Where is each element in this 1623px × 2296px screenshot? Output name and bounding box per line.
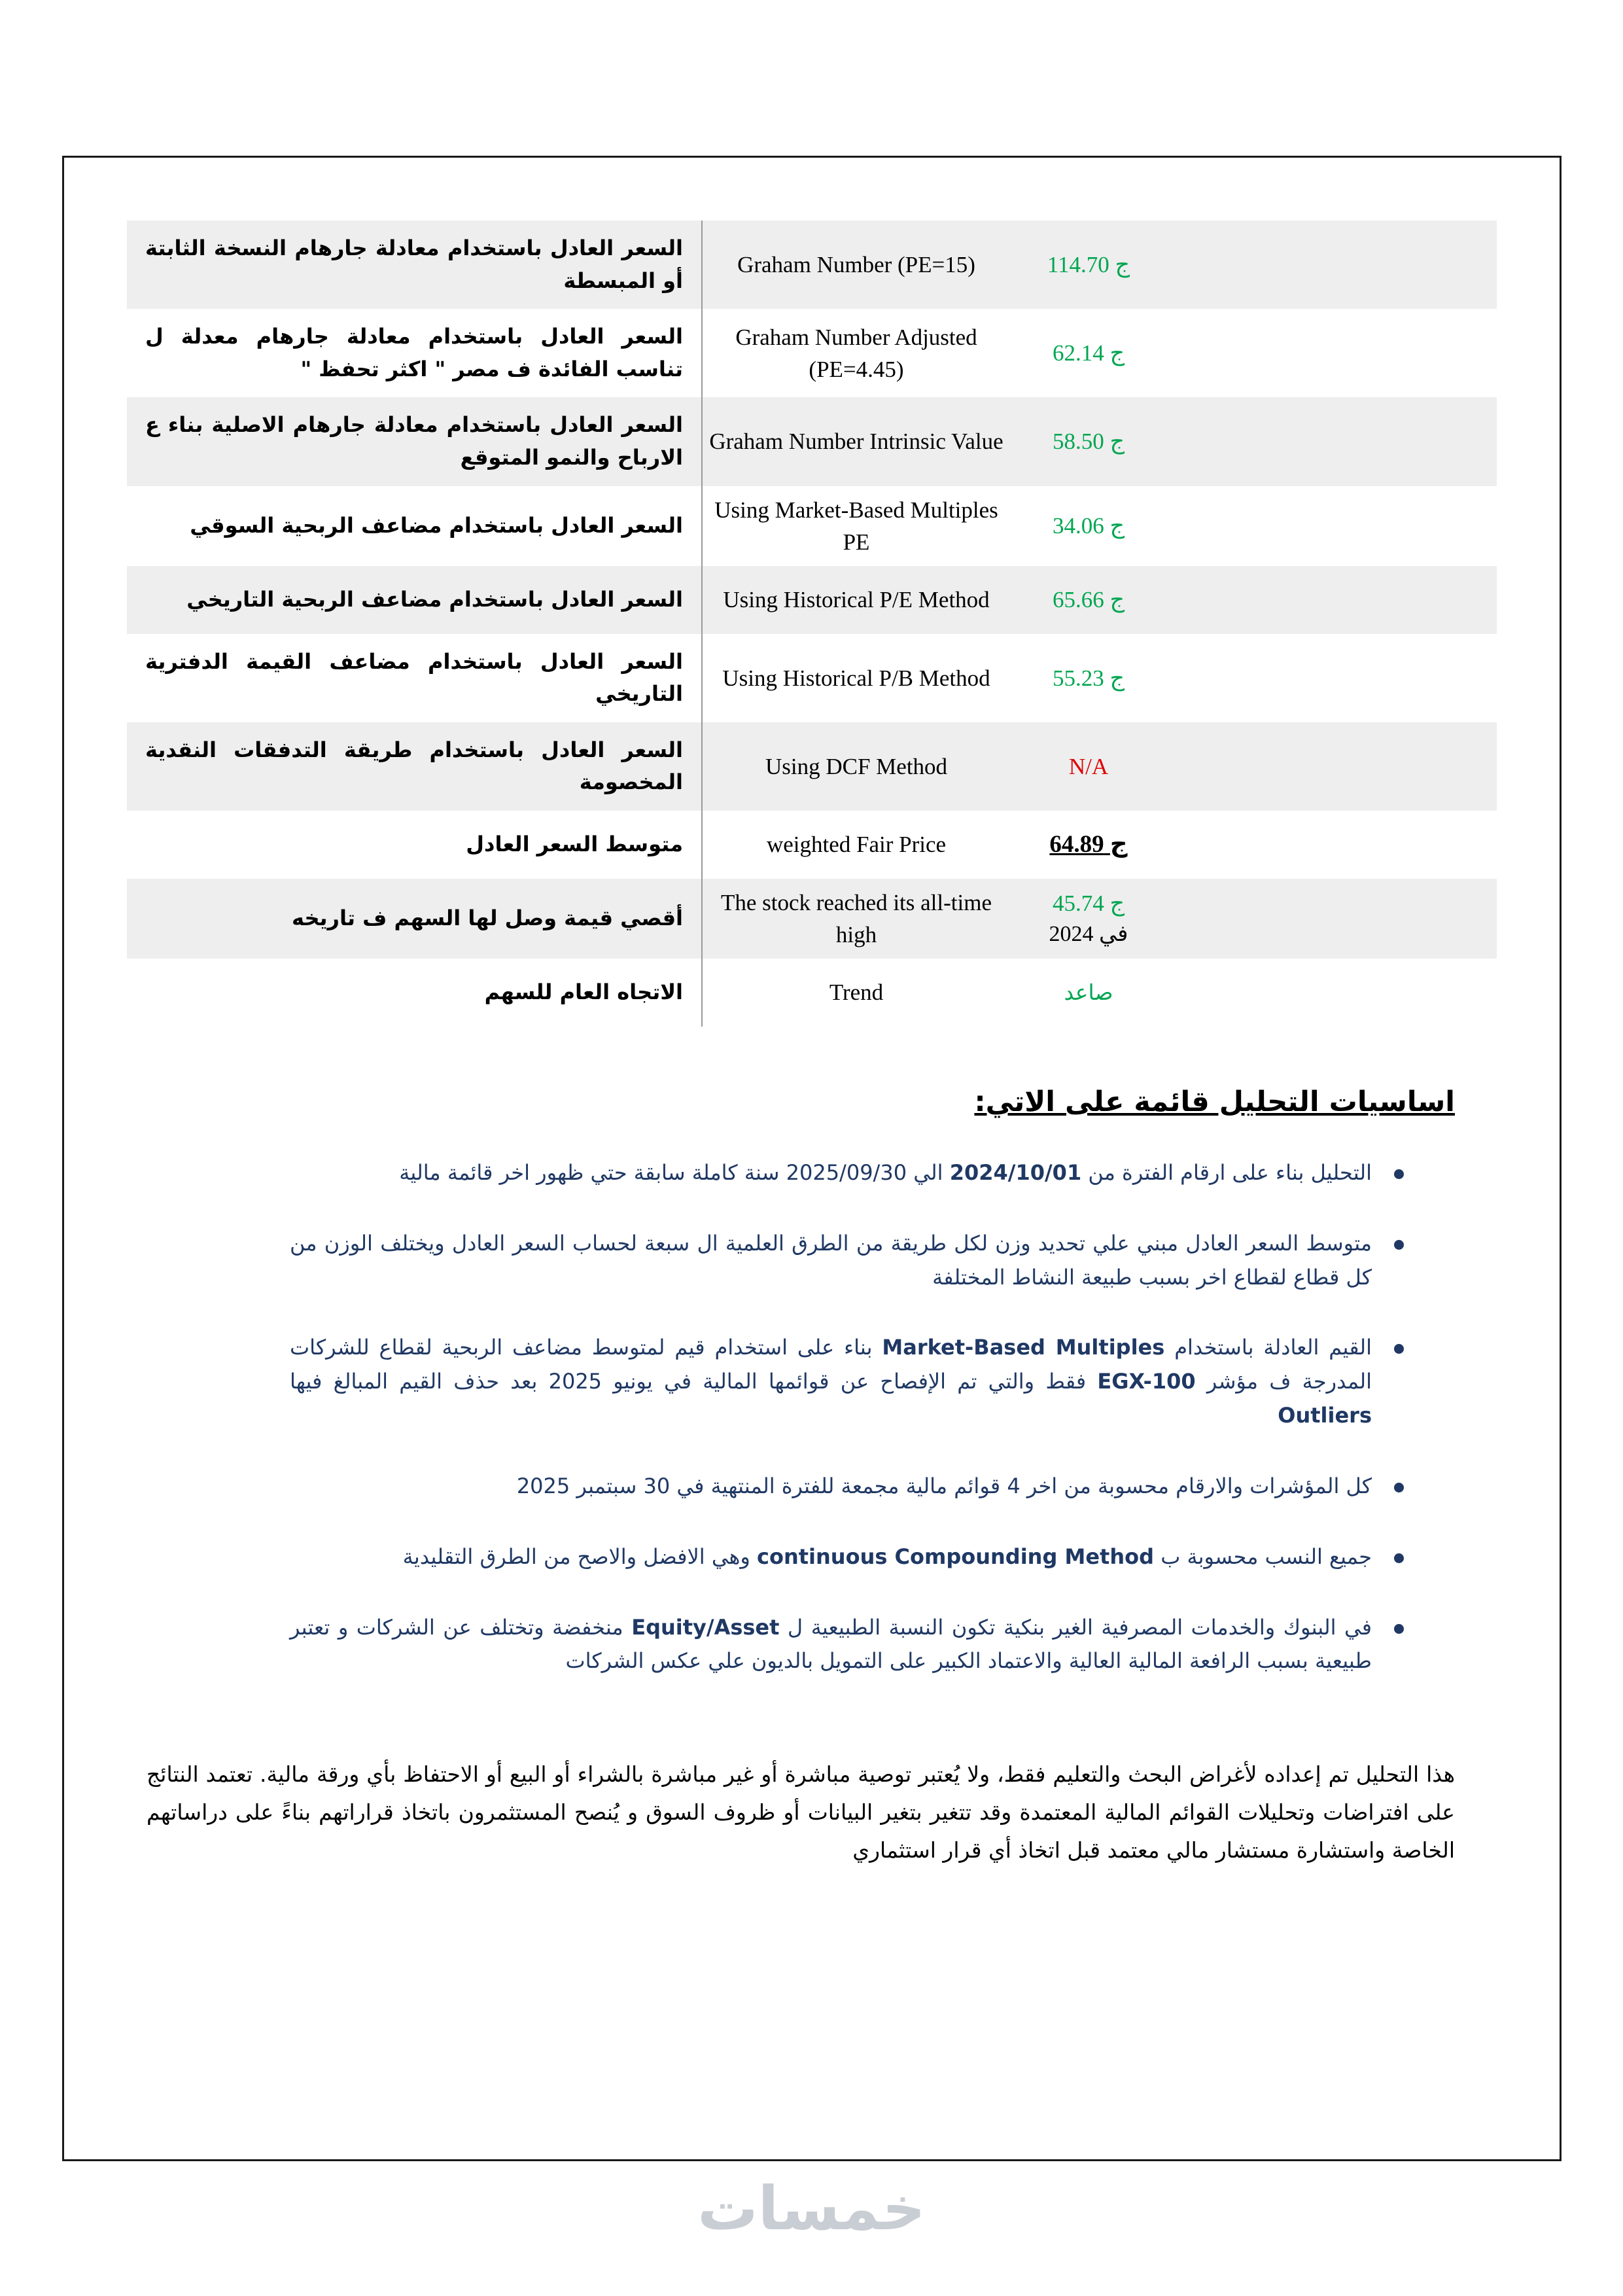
text-segment-bold: Outliers xyxy=(1278,1403,1372,1428)
method-label-english-cell xyxy=(703,959,1010,1027)
method-label-arabic-cell xyxy=(127,566,703,634)
method-label-arabic: متوسط السعر العادل xyxy=(466,832,683,857)
not-available-value: N/A xyxy=(1068,753,1109,779)
analysis-note-text xyxy=(290,1540,1372,1574)
text-segment-bold: Equity/Asset xyxy=(631,1614,780,1640)
currency-symbol: ج xyxy=(1115,251,1130,277)
spacer-cell xyxy=(1167,879,1497,959)
page-frame xyxy=(62,156,1562,2161)
method-label-english-cell xyxy=(703,879,1010,959)
analysis-note xyxy=(290,1331,1404,1432)
all-time-high-value xyxy=(1053,891,1125,916)
bullet-icon xyxy=(1394,1553,1404,1563)
text-segment: التحليل بناء على ارقام الفترة من xyxy=(1081,1159,1372,1185)
method-label-english: Using DCF Method xyxy=(765,753,948,779)
currency-symbol: ج xyxy=(1109,512,1125,539)
text-segment: جميع النسب محسوبة ب xyxy=(1154,1544,1372,1569)
method-label-arabic-cell xyxy=(127,221,703,309)
method-label-english: Graham Number Intrinsic Value xyxy=(709,429,1003,455)
method-label-english: Using Historical P/B Method xyxy=(722,665,990,691)
method-label-arabic-cell xyxy=(127,397,703,486)
text-segment-bold: continuous Compounding Method xyxy=(757,1544,1155,1569)
method-label-arabic: السعر العادل باستخدام مضاعف الربحية التاريخي xyxy=(186,586,683,612)
bullet-icon xyxy=(1394,1624,1404,1634)
analysis-note-text xyxy=(290,1156,1372,1190)
bullet-icon xyxy=(1394,1240,1404,1250)
text-segment: كل المؤشرات والارقام محسوبة من اخر 4 قوائم مالية مجمعة للفترة المنتهية في 30 سبتمبر 2025 xyxy=(516,1473,1372,1498)
table-row xyxy=(127,722,1497,811)
text-segment-bold: Market-Based Multiples xyxy=(882,1335,1165,1360)
method-label-english-cell xyxy=(703,486,1010,566)
method-label-english: Graham Number Adjusted (PE=4.45) xyxy=(735,324,977,382)
method-label-arabic: السعر العادل باستخدام مضاعف الربحية السوقي xyxy=(190,512,683,538)
currency-symbol: ج xyxy=(1109,665,1125,691)
table-row xyxy=(127,879,1497,959)
analysis-note xyxy=(290,1156,1404,1190)
bullet-icon xyxy=(1394,1169,1404,1179)
text-segment-bold: EGX-100 xyxy=(1097,1369,1196,1394)
method-label-english-cell xyxy=(703,221,1010,309)
text-segment: القيم العادلة باستخدام xyxy=(1164,1335,1372,1360)
spacer-cell xyxy=(1167,221,1497,309)
fair-value-cell xyxy=(1010,722,1167,811)
text-segment-bold: 2024/10/01 xyxy=(949,1159,1082,1185)
analysis-note xyxy=(290,1540,1404,1574)
value-number: 62.14 xyxy=(1052,340,1104,366)
currency-symbol: ج xyxy=(1109,586,1125,612)
value-number: 34.06 xyxy=(1052,512,1104,539)
table-row xyxy=(127,221,1497,309)
value-number: 58.50 xyxy=(1052,429,1104,455)
trend-value: صاعد xyxy=(1064,981,1113,1006)
spacer-cell xyxy=(1167,634,1497,722)
method-label-arabic-cell xyxy=(127,634,703,722)
method-label-arabic-cell xyxy=(127,309,703,397)
spacer-cell xyxy=(1167,722,1497,811)
section-heading: اساسيات التحليل قائمة على الاتي: xyxy=(974,1085,1455,1118)
method-label-arabic-cell xyxy=(127,959,703,1027)
method-label-english: The stock reached its all-time high xyxy=(720,889,992,947)
method-label-english: Using Market-Based Multiples PE xyxy=(714,497,998,555)
fair-value-cell xyxy=(1010,309,1167,397)
analysis-note-text xyxy=(290,1470,1372,1504)
currency-symbol: ج xyxy=(1109,340,1125,366)
fair-value-cell xyxy=(1010,634,1167,722)
method-label-arabic: السعر العادل باستخدام طريقة التدفقات النقدية المخصومة xyxy=(145,737,683,795)
currency-symbol: ج xyxy=(1109,891,1125,917)
analysis-note-text xyxy=(290,1611,1372,1679)
fair-value-cell xyxy=(1010,221,1167,309)
spacer-cell xyxy=(1167,811,1497,879)
all-time-high-cell xyxy=(1010,879,1167,959)
method-label-english: Trend xyxy=(829,980,884,1006)
analysis-note xyxy=(290,1611,1404,1679)
fair-value-cell xyxy=(1010,566,1167,634)
method-label-english-cell xyxy=(703,722,1010,811)
method-label-english-cell xyxy=(703,309,1010,397)
table-row xyxy=(127,309,1497,397)
text-segment: الي xyxy=(907,1159,950,1185)
fair-value xyxy=(1053,665,1125,691)
method-label-arabic-cell xyxy=(127,722,703,811)
method-label-arabic-cell xyxy=(127,879,703,959)
method-label-english-cell xyxy=(703,566,1010,634)
trend-cell xyxy=(1010,959,1167,1027)
method-label-english: Using Historical P/E Method xyxy=(723,587,990,613)
weighted-fair-price-value xyxy=(1049,831,1127,858)
table-row xyxy=(127,486,1497,566)
khamsat-watermark-logo: خمسات xyxy=(697,2174,926,2244)
table-row xyxy=(127,397,1497,486)
method-label-english: Graham Number (PE=15) xyxy=(737,252,975,278)
fair-value xyxy=(1053,429,1125,454)
spacer-cell xyxy=(1167,397,1497,486)
weighted-fair-price-cell xyxy=(1010,811,1167,879)
value-number: 45.74 xyxy=(1052,891,1104,917)
method-label-english: weighted Fair Price xyxy=(766,832,947,858)
disclaimer-paragraph: هذا التحليل تم إعداده لأغراض البحث والتعليم فقط، ولا يُعتبر توصية مباشرة أو غير مباشرة بالشراء أو البيع أو الاحتفاظ بأي ورقة مالية. تعتمد النتائج على افتراضات وتحليلات القوائم المالية المعتمدة وقد تتغير بتغير البيانات أو ظروف السوق و يُنصح المستثمرون باتخاذ قراراتهم بناءً على دراساتهم الخاصة واستشارة مستشار مالي معتمد قبل اتخاذ أي قرار استثماري xyxy=(147,1761,1455,1863)
table-row xyxy=(127,811,1497,879)
spacer-cell xyxy=(1167,309,1497,397)
fair-value-cell xyxy=(1010,486,1167,566)
analysis-note-text xyxy=(290,1331,1372,1432)
currency-symbol: ج xyxy=(1109,429,1125,455)
spacer-cell xyxy=(1167,566,1497,634)
method-label-arabic: السعر العادل باستخدام مضاعف القيمة الدفترية التاريخي xyxy=(145,648,683,707)
method-label-arabic: السعر العادل باستخدام معادلة جارهام معدلة ل تناسب الفائدة ف مصر " اكثر تحفظ " xyxy=(145,324,683,381)
fair-value xyxy=(1053,587,1125,612)
method-label-arabic: أقصي قيمة وصل لها السهم ف تاريخه xyxy=(292,906,683,931)
method-label-arabic: السعر العادل باستخدام معادلة جارهام النسخة الثابتة أو المبسطة xyxy=(145,236,683,293)
text-segment: 2025/09/30 xyxy=(786,1159,907,1185)
table-row xyxy=(127,959,1497,1027)
text-segment: في البنوك والخدمات المصرفية الغير بنكية تكون النسبة الطبيعية ل xyxy=(779,1614,1372,1640)
analysis-notes-list xyxy=(290,1156,1404,1678)
text-segment: فقط والتي تم الإفصاح عن قوائمها المالية في يونيو 2025 بعد حذف القيم المبالغ فيها xyxy=(290,1369,1098,1394)
all-time-high-year: في 2024 xyxy=(1049,921,1128,946)
value-number: 114.70 xyxy=(1047,251,1109,277)
fair-value xyxy=(1053,513,1125,539)
fair-value xyxy=(1053,340,1125,366)
table-row xyxy=(127,566,1497,634)
fair-value xyxy=(1047,252,1130,277)
analysis-note xyxy=(290,1470,1404,1504)
fair-value-table xyxy=(127,221,1497,1027)
table-row xyxy=(127,634,1497,722)
value-number: 55.23 xyxy=(1052,665,1104,691)
text-segment: متوسط السعر العادل مبني علي تحديد وزن لكل طريقة من الطرق العلمية ال سبعة لحساب السعر العادل ويختلف الوزن من كل قطاع لقطاع اخر بسبب طبيعة النشاط المختلفة xyxy=(290,1230,1372,1290)
method-label-arabic: الاتجاه العام للسهم xyxy=(484,980,683,1005)
text-segment: سنة كاملة سابقة حتي ظهور اخر قائمة مالية xyxy=(399,1159,786,1185)
bullet-icon xyxy=(1394,1483,1404,1492)
spacer-cell xyxy=(1167,486,1497,566)
text-segment: وهي الافضل والاصح من الطرق التقليدية xyxy=(402,1544,758,1569)
text-segment: بناء على استخدام قيم لمتوسط مضاعف الربحية لقطاع للشركات المدرجة ف مؤشر xyxy=(290,1335,1372,1394)
currency-symbol: ج xyxy=(1109,830,1128,858)
text-segment: منخفضة وتختلف عن الشركات و تعتبر طبيعية بسبب الرافعة المالية العالية والاعتماد الكبير على التمويل بالديون علي عكس الشركات xyxy=(290,1614,1372,1674)
value-number: 65.66 xyxy=(1052,586,1104,612)
fair-value-cell xyxy=(1010,397,1167,486)
method-label-english-cell xyxy=(703,811,1010,879)
method-label-english-cell xyxy=(703,397,1010,486)
analysis-note-text xyxy=(290,1227,1372,1295)
value-number: 64.89 xyxy=(1049,830,1104,858)
spacer-cell xyxy=(1167,959,1497,1027)
method-label-english-cell xyxy=(703,634,1010,722)
method-label-arabic-cell xyxy=(127,811,703,879)
bullet-icon xyxy=(1394,1344,1404,1354)
analysis-note xyxy=(290,1227,1404,1295)
method-label-arabic-cell xyxy=(127,486,703,566)
method-label-arabic: السعر العادل باستخدام معادلة جارهام الاصلية بناء ع الارباح والنمو المتوقع xyxy=(145,412,683,470)
